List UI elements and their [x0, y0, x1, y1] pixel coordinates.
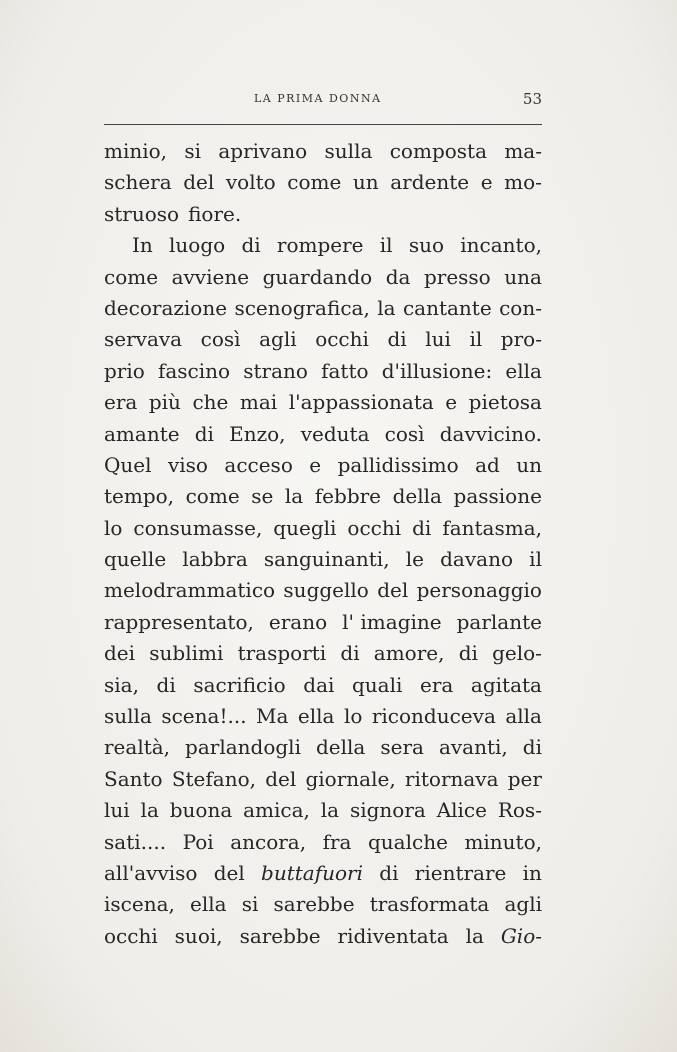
text-line — [104, 795, 542, 826]
word: se — [251, 484, 274, 509]
word: dai — [303, 672, 335, 697]
word: ridiventata — [337, 923, 449, 948]
word: presso — [423, 264, 491, 289]
text-line — [104, 732, 542, 763]
word: personaggio — [416, 578, 542, 603]
word: del — [265, 766, 297, 791]
word: la — [284, 484, 304, 509]
word: guardando — [262, 264, 373, 289]
word: amante — [104, 421, 180, 446]
word: fatto — [321, 358, 369, 383]
word: di — [340, 641, 360, 666]
word: e — [309, 452, 322, 477]
word: scena!... — [161, 704, 247, 729]
word: decorazione — [104, 295, 228, 320]
word: alla — [505, 704, 542, 729]
word: in — [522, 860, 542, 885]
word: fascino — [157, 358, 231, 383]
word: rappresentato, — [104, 609, 254, 634]
word: passione — [453, 484, 542, 509]
text-line — [104, 167, 542, 198]
word: luogo — [169, 233, 226, 258]
word: scenografica, — [234, 295, 370, 320]
word: della — [315, 735, 366, 760]
word: era — [419, 672, 454, 697]
word: lo — [343, 704, 363, 729]
word: parlandogli — [185, 735, 301, 760]
text-line — [104, 701, 542, 732]
word: rompere — [276, 233, 364, 258]
text-line — [104, 481, 542, 512]
word: Enzo, — [229, 421, 286, 446]
word: davano — [440, 547, 513, 572]
text-line — [104, 199, 542, 230]
text-line — [104, 544, 542, 575]
word: la — [140, 798, 159, 823]
word: il — [379, 233, 393, 258]
word: struoso — [104, 201, 180, 226]
text-line — [104, 356, 542, 387]
text-line — [104, 293, 542, 324]
word: mai — [239, 390, 278, 415]
word: dei — [104, 641, 136, 666]
text-line — [104, 638, 542, 669]
word: melodrammatico — [104, 578, 276, 603]
word: riconduceva — [371, 704, 496, 729]
word: suo — [408, 233, 444, 258]
word: tempo, — [104, 484, 175, 509]
word: sulla — [324, 139, 373, 163]
word: sera — [380, 735, 424, 760]
word: qualche — [368, 829, 448, 854]
word: come — [185, 484, 240, 509]
word: più — [148, 390, 181, 415]
word: all'avviso — [104, 860, 198, 885]
word: con- — [499, 295, 542, 320]
word: trasporti — [237, 641, 327, 666]
word: parlante — [456, 609, 542, 634]
word: sia, — [104, 672, 139, 697]
word: pro- — [500, 327, 542, 352]
word: di — [387, 327, 407, 352]
word: quelle — [104, 547, 167, 572]
word: di — [522, 735, 542, 760]
word: così — [200, 327, 241, 352]
word: d'illusione: — [381, 358, 493, 383]
word: giornale, — [305, 766, 396, 791]
word: iscena, — [104, 892, 175, 917]
word: del — [213, 860, 245, 885]
word: trasformata — [369, 892, 490, 917]
text-line — [104, 827, 542, 858]
word: per — [507, 766, 542, 791]
word: della — [392, 484, 442, 509]
word: ardente — [390, 170, 470, 195]
word: agli — [259, 327, 297, 352]
word: sarebbe — [273, 892, 355, 917]
word: ad — [475, 452, 500, 477]
word: pallidissimo — [337, 452, 459, 477]
word: un — [352, 170, 379, 195]
word: Gio- — [500, 923, 542, 948]
word: In — [132, 233, 153, 258]
word: l'appassionata — [288, 390, 434, 415]
word: fra — [322, 829, 352, 854]
word: gelo- — [492, 641, 542, 666]
word: una — [504, 264, 542, 289]
word: come — [287, 170, 342, 195]
text-line — [104, 262, 542, 293]
word: occhi — [347, 515, 402, 540]
word: lui — [425, 327, 451, 352]
word: del — [183, 170, 215, 195]
text-line — [104, 419, 542, 450]
word: davvicino. — [439, 421, 542, 446]
word: di — [458, 641, 478, 666]
word: ella — [190, 892, 227, 917]
word: realtà, — [104, 735, 171, 760]
word: avviene — [171, 264, 250, 289]
word: sarebbe — [239, 923, 321, 948]
word: di — [379, 860, 399, 885]
word: fiore. — [188, 201, 242, 226]
word: quegli — [273, 515, 337, 540]
text-line — [104, 921, 542, 952]
text-line — [104, 136, 542, 167]
word: suoi, — [174, 923, 223, 948]
word: lo — [104, 515, 123, 540]
word: labbra — [182, 547, 248, 572]
text-line — [104, 607, 542, 638]
word: minio, — [104, 139, 168, 163]
word: rientrare — [414, 860, 507, 885]
word: così — [384, 421, 425, 446]
word: agitata — [470, 672, 542, 697]
body-text — [104, 136, 542, 952]
text-line — [104, 889, 542, 920]
word: un — [516, 452, 542, 477]
word: la — [320, 798, 340, 823]
word: che — [192, 390, 229, 415]
running-title: LA PRIMA DONNA — [254, 92, 382, 105]
word: veduta — [300, 421, 370, 446]
word: sacrificio — [193, 672, 286, 697]
text-line — [104, 230, 542, 261]
text-line — [104, 764, 542, 795]
word: buttafuori — [261, 860, 364, 885]
word: incanto, — [460, 233, 542, 258]
word: Poi — [182, 829, 214, 854]
word: strano — [243, 358, 308, 383]
word: servava — [104, 327, 183, 352]
word: Santo — [104, 766, 163, 791]
word: ancora, — [230, 829, 307, 854]
word: occhi — [315, 327, 369, 352]
word: di — [194, 421, 214, 446]
word: volto — [225, 170, 276, 195]
word: le — [405, 547, 424, 572]
word: di — [241, 233, 261, 258]
word: sati.... — [104, 829, 167, 854]
word: di — [412, 515, 432, 540]
word: avanti, — [438, 735, 508, 760]
text-line — [104, 858, 542, 889]
word: l' imagine — [342, 609, 442, 634]
word: cantante — [402, 295, 492, 320]
text-line — [104, 450, 542, 481]
text-line — [104, 324, 542, 355]
word: Stefano, — [171, 766, 256, 791]
word: pietosa — [468, 390, 542, 415]
page-header — [104, 90, 542, 110]
text-line — [104, 670, 542, 701]
word: ella — [505, 358, 542, 383]
word: acceso — [224, 452, 293, 477]
word: ella — [297, 704, 335, 729]
word: erano — [268, 609, 328, 634]
word: fantasma, — [442, 515, 542, 540]
word: ritornava — [404, 766, 499, 791]
word: quali — [351, 672, 403, 697]
word: aprivano — [218, 139, 308, 163]
word: buona — [169, 798, 233, 823]
word: da — [385, 264, 411, 289]
word: Ma — [256, 704, 289, 729]
word: Alice — [436, 798, 487, 823]
word: la — [377, 295, 396, 320]
word: suggello — [283, 578, 369, 603]
word: e — [480, 170, 493, 195]
word: amica, — [243, 798, 310, 823]
word: Quel — [104, 452, 152, 477]
word: schera — [104, 170, 172, 195]
text-line — [104, 513, 542, 544]
word: del — [377, 578, 409, 603]
word: viso — [167, 452, 208, 477]
word: mo- — [504, 170, 542, 195]
word: sulla — [104, 704, 152, 729]
word: febbre — [314, 484, 382, 509]
word: consumasse, — [133, 515, 263, 540]
text-line — [104, 387, 542, 418]
word: come — [104, 264, 159, 289]
word: si — [241, 892, 259, 917]
word: di — [156, 672, 176, 697]
word: minuto, — [464, 829, 542, 854]
word: occhi — [104, 923, 158, 948]
word: sublimi — [149, 641, 224, 666]
text-line — [104, 575, 542, 606]
page-number: 53 — [522, 90, 542, 108]
word: era — [104, 390, 138, 415]
word: composta — [389, 139, 488, 163]
word: prio — [104, 358, 145, 383]
word: Ros- — [497, 798, 542, 823]
word: il — [529, 547, 542, 572]
word: e — [445, 390, 458, 415]
word: lui — [104, 798, 130, 823]
word: si — [184, 139, 202, 163]
word: sanguinanti, — [263, 547, 390, 572]
word: agli — [504, 892, 542, 917]
word: la — [465, 923, 484, 948]
word: signora — [349, 798, 426, 823]
word: amore, — [373, 641, 445, 666]
word: il — [469, 327, 483, 352]
header-rule — [104, 124, 542, 125]
word: ma- — [504, 139, 542, 163]
